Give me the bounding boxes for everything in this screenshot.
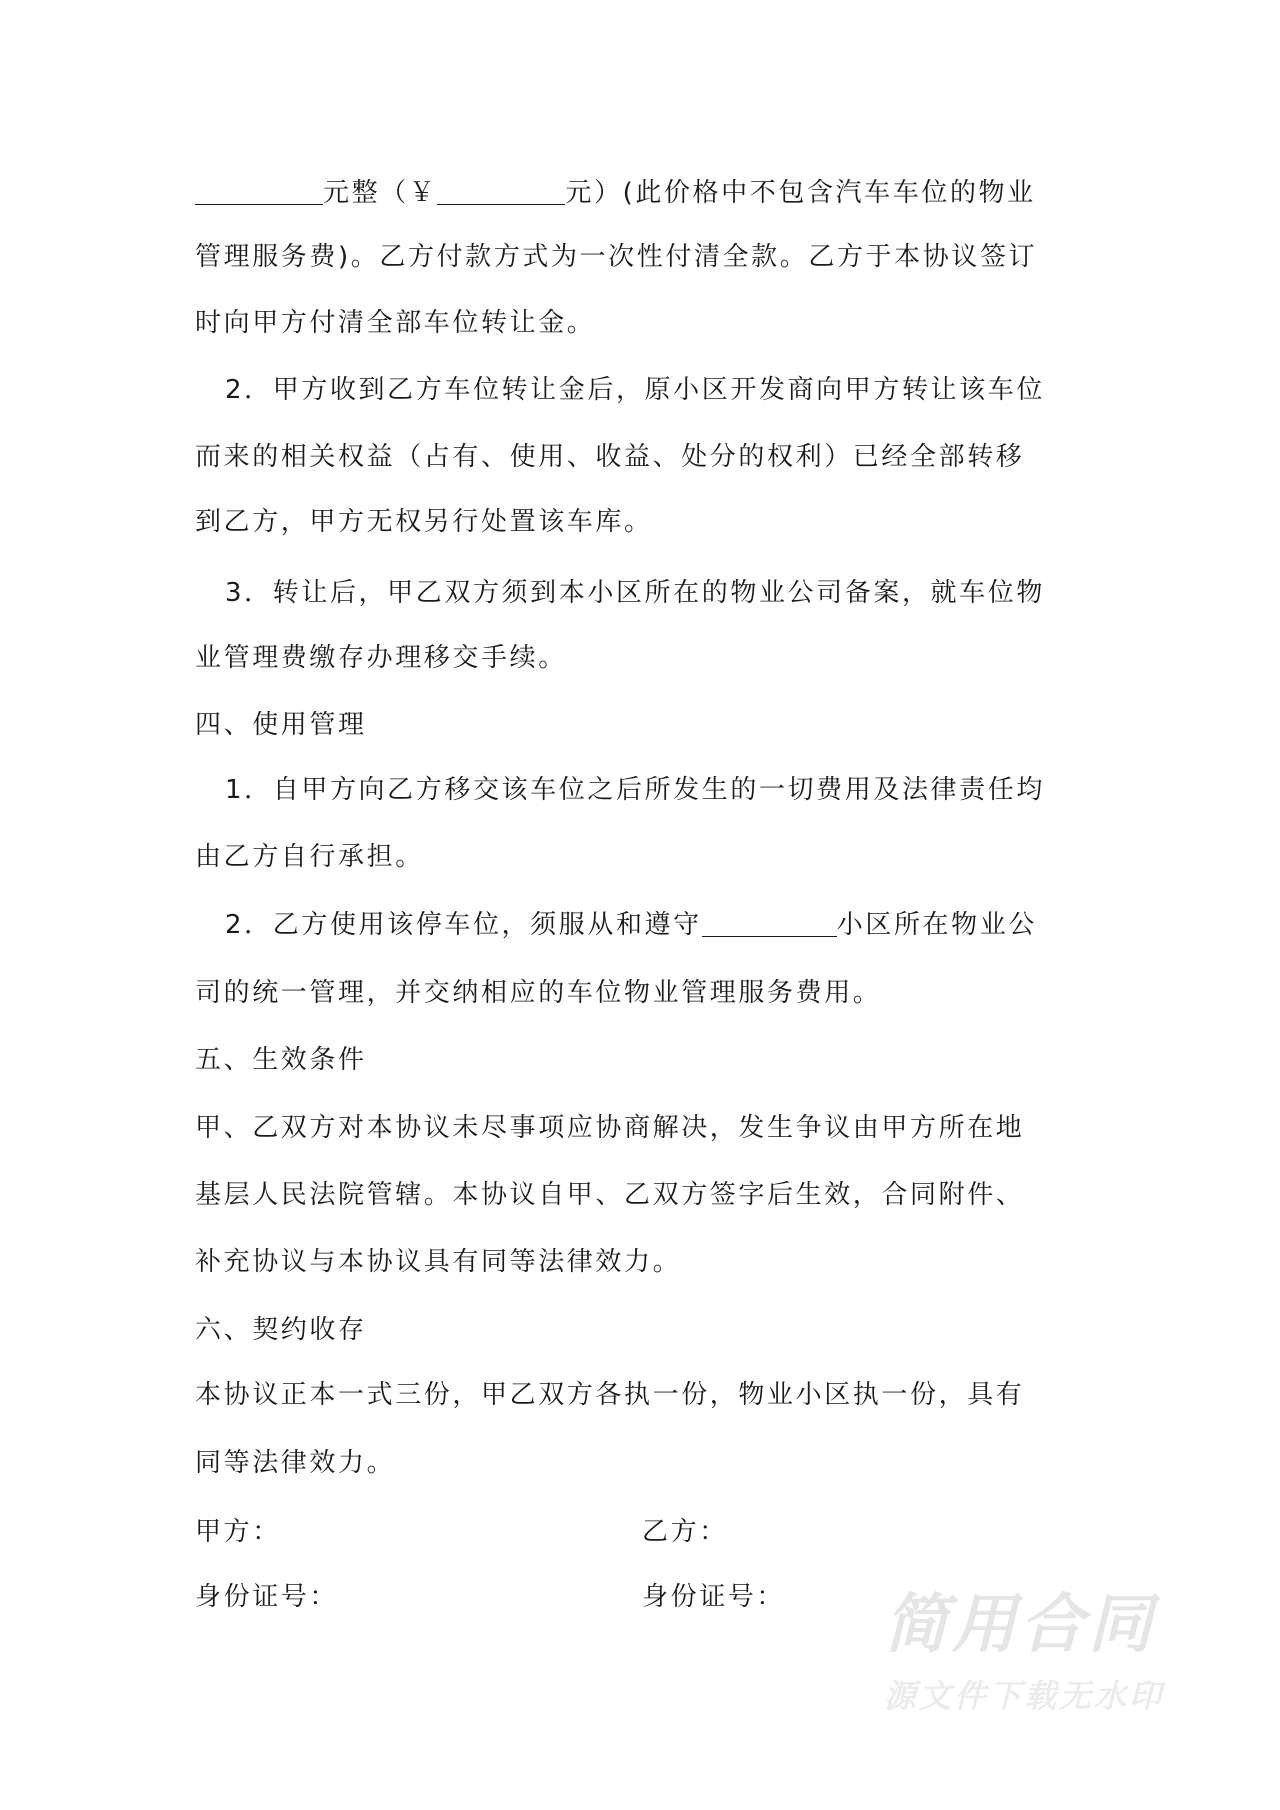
section-6-line-2: 同等法律效力。	[195, 1448, 396, 1478]
section-4-item-1-line-2: 由乙方自行承担。	[195, 842, 424, 872]
clause-2-line-1: 2．甲方收到乙方车位转让金后，原小区开发商向甲方转让该车位	[225, 375, 1045, 405]
section-4-item-1-line-1: 1．自甲方向乙方移交该车位之后所发生的一切费用及法律责任均	[225, 775, 1045, 805]
section-4-item-2-line-1	[195, 905, 1037, 945]
community-name-blank[interactable]	[702, 906, 837, 937]
section-4-heading: 四、使用管理	[195, 710, 367, 740]
payment-line: 管理服务费)。乙方付款方式为一次性付清全款。乙方于本协议签订	[195, 242, 1038, 272]
payment-line-end: 时向甲方付清全部车位转让金。	[195, 308, 596, 338]
price-text-1: 元整（￥	[323, 178, 438, 208]
watermark-title: 简用合同	[884, 1588, 1156, 1662]
price-text-2: 元）(此价格中不包含汽车车位的物业	[565, 178, 1036, 208]
section-5-line-1: 甲、乙双方对本协议未尽事项应协商解决，发生争议由甲方所在地	[195, 1113, 1025, 1143]
section-6-heading: 六、契约收存	[195, 1315, 367, 1345]
clause-3-line-2: 业管理费缴存办理移交手续。	[195, 643, 567, 673]
section-5-line-2: 基层人民法院管辖。本协议自甲、乙双方签字后生效，合同附件、	[195, 1180, 1025, 1210]
section-5-line-3: 补充协议与本协议具有同等法律效力。	[195, 1247, 682, 1277]
price-number-blank[interactable]	[437, 174, 565, 205]
section-6-line-1: 本协议正本一式三份，甲乙双方各执一份，物业小区执一份，具有	[195, 1380, 1025, 1410]
clause-2-line-3: 到乙方，甲方无权另行处置该车库。	[195, 507, 653, 537]
party-a-id-label: 身份证号：	[195, 1582, 339, 1612]
price-line	[195, 173, 1036, 213]
price-words-blank[interactable]	[195, 174, 323, 205]
clause-3-line-1: 3．转让后，甲乙双方须到本小区所在的物业公司备案，就车位物	[225, 578, 1045, 608]
party-a-label: 甲方：	[195, 1517, 281, 1547]
clause-2-line-2: 而来的相关权益（占有、使用、收益、处分的权利）已经全部转移	[195, 442, 1025, 472]
watermark-subtitle: 源文件下载无水印	[884, 1677, 1165, 1715]
section-4-item-2-line-2: 司的统一管理，并交纳相应的车位物业管理服务费用。	[195, 978, 882, 1008]
party-b-id-label: 身份证号：	[642, 1582, 786, 1612]
section-5-heading: 五、生效条件	[195, 1045, 367, 1075]
party-b-label: 乙方：	[642, 1517, 728, 1547]
item-2-text-before: 2．乙方使用该停车位，须服从和遵守	[225, 910, 702, 940]
item-2-text-after: 小区所在物业公	[836, 910, 1037, 940]
